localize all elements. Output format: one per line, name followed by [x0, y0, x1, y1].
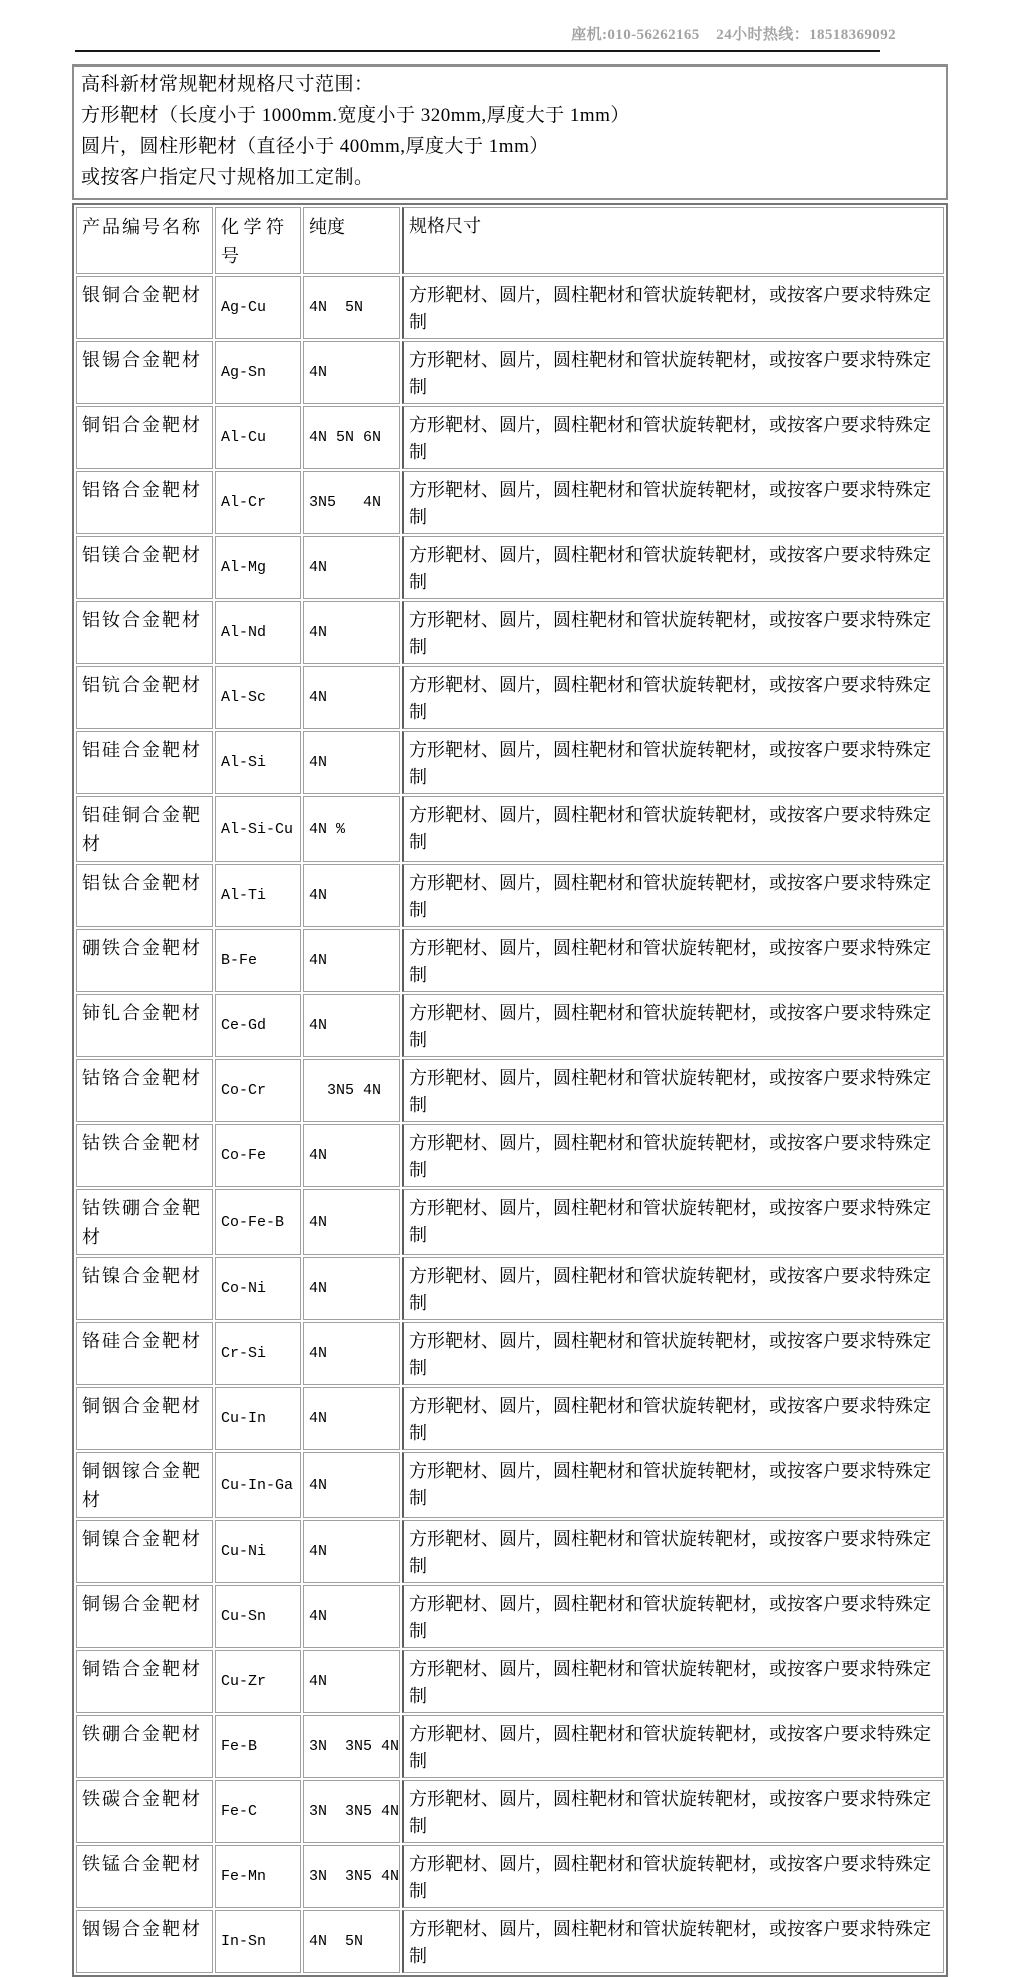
chemical-symbol-cell: B-Fe — [215, 929, 301, 992]
table-row — [76, 1910, 944, 1973]
product-name-cell: 铝镁合金靶材 — [76, 536, 213, 599]
product-name-cell: 铁锰合金靶材 — [76, 1845, 213, 1908]
product-name-cell: 钴铬合金靶材 — [76, 1059, 213, 1122]
spec-size-cell: 方形靶材、圆片，圆柱靶材和管状旋转靶材，或按客户要求特殊定制 — [402, 1059, 944, 1122]
spec-size-cell: 方形靶材、圆片，圆柱靶材和管状旋转靶材，或按客户要求特殊定制 — [402, 731, 944, 794]
purity-cell: 4N — [303, 929, 400, 992]
chemical-symbol-cell: Cu-Zr — [215, 1650, 301, 1713]
chemical-symbol-cell: In-Sn — [215, 1910, 301, 1973]
chemical-symbol-cell: Co-Fe-B — [215, 1189, 301, 1255]
spec-size-cell: 方形靶材、圆片，圆柱靶材和管状旋转靶材，或按客户要求特殊定制 — [402, 1520, 944, 1583]
purity-cell: 4N % — [303, 796, 400, 862]
product-name-cell: 钴镍合金靶材 — [76, 1257, 213, 1320]
purity-cell: 4N — [303, 1322, 400, 1385]
product-name-cell: 铜铟镓合金靶材 — [76, 1452, 213, 1518]
spec-size-cell: 方形靶材、圆片，圆柱靶材和管状旋转靶材，或按客户要求特殊定制 — [402, 1322, 944, 1385]
purity-cell: 4N — [303, 1257, 400, 1320]
chemical-symbol-cell: Al-Si-Cu — [215, 796, 301, 862]
purity-cell: 4N — [303, 666, 400, 729]
chemical-symbol-cell: Al-Nd — [215, 601, 301, 664]
spec-size-cell: 方形靶材、圆片，圆柱靶材和管状旋转靶材，或按客户要求特殊定制 — [402, 1650, 944, 1713]
chemical-symbol-cell: Fe-C — [215, 1780, 301, 1843]
spec-size-cell: 方形靶材、圆片，圆柱靶材和管状旋转靶材，或按客户要求特殊定制 — [402, 341, 944, 404]
table-header — [76, 207, 944, 274]
table-row — [76, 341, 944, 404]
product-name-cell: 铬硅合金靶材 — [76, 1322, 213, 1385]
chemical-symbol-cell: Ag-Cu — [215, 276, 301, 339]
page-content — [72, 64, 948, 1977]
table-row — [76, 929, 944, 992]
col-header-purity: 纯度 — [303, 207, 400, 274]
product-name-cell: 铝硅铜合金靶材 — [76, 796, 213, 862]
table-body — [76, 276, 944, 1973]
col-header-spec-size: 规格尺寸 — [402, 207, 944, 274]
purity-cell: 3N 3N5 4N — [303, 1845, 400, 1908]
product-name-cell: 钴铁硼合金靶材 — [76, 1189, 213, 1255]
spec-size-cell: 方形靶材、圆片，圆柱靶材和管状旋转靶材，或按客户要求特殊定制 — [402, 1780, 944, 1843]
purity-cell: 3N 3N5 4N — [303, 1780, 400, 1843]
purity-cell: 4N — [303, 1585, 400, 1648]
purity-cell: 4N 5N — [303, 1910, 400, 1973]
product-name-cell: 银锡合金靶材 — [76, 341, 213, 404]
intro-line-round-target: 圆片，圆柱形靶材（直径小于 400mm,厚度大于 1mm） — [81, 136, 549, 157]
spec-size-cell: 方形靶材、圆片，圆柱靶材和管状旋转靶材，或按客户要求特殊定制 — [402, 1124, 944, 1187]
product-name-cell: 铝钕合金靶材 — [76, 601, 213, 664]
spec-size-cell: 方形靶材、圆片，圆柱靶材和管状旋转靶材，或按客户要求特殊定制 — [402, 864, 944, 927]
purity-cell: 4N — [303, 1452, 400, 1518]
table-row — [76, 666, 944, 729]
chemical-symbol-cell: Cu-Ni — [215, 1520, 301, 1583]
table-row — [76, 1059, 944, 1122]
spec-size-cell: 方形靶材、圆片，圆柱靶材和管状旋转靶材，或按客户要求特殊定制 — [402, 1452, 944, 1518]
chemical-symbol-cell: Ce-Gd — [215, 994, 301, 1057]
spec-size-cell: 方形靶材、圆片，圆柱靶材和管状旋转靶材，或按客户要求特殊定制 — [402, 1910, 944, 1973]
product-name-cell: 铝钪合金靶材 — [76, 666, 213, 729]
spec-size-cell: 方形靶材、圆片，圆柱靶材和管状旋转靶材，或按客户要求特殊定制 — [402, 796, 944, 862]
spec-size-cell: 方形靶材、圆片，圆柱靶材和管状旋转靶材，或按客户要求特殊定制 — [402, 666, 944, 729]
spec-size-cell: 方形靶材、圆片，圆柱靶材和管状旋转靶材，或按客户要求特殊定制 — [402, 406, 944, 469]
table-row — [76, 1780, 944, 1843]
table-row — [76, 1189, 944, 1255]
col-header-product-name: 产品编号名称 — [76, 207, 213, 274]
spec-size-cell: 方形靶材、圆片，圆柱靶材和管状旋转靶材，或按客户要求特殊定制 — [402, 994, 944, 1057]
table-row — [76, 1387, 944, 1450]
spec-size-cell: 方形靶材、圆片，圆柱靶材和管状旋转靶材，或按客户要求特殊定制 — [402, 601, 944, 664]
product-name-cell: 银铜合金靶材 — [76, 276, 213, 339]
purity-cell: 4N — [303, 1650, 400, 1713]
table-row — [76, 536, 944, 599]
table-row — [76, 471, 944, 534]
header-row — [76, 207, 944, 274]
spec-size-cell: 方形靶材、圆片，圆柱靶材和管状旋转靶材，或按客户要求特殊定制 — [402, 1257, 944, 1320]
table-row — [76, 1452, 944, 1518]
table-row — [76, 796, 944, 862]
purity-cell: 4N — [303, 731, 400, 794]
purity-cell: 4N — [303, 341, 400, 404]
spec-size-cell: 方形靶材、圆片，圆柱靶材和管状旋转靶材，或按客户要求特殊定制 — [402, 536, 944, 599]
purity-cell: 4N — [303, 601, 400, 664]
table-row — [76, 1585, 944, 1648]
product-name-cell: 铝铬合金靶材 — [76, 471, 213, 534]
table-row — [76, 1650, 944, 1713]
spec-size-cell: 方形靶材、圆片，圆柱靶材和管状旋转靶材，或按客户要求特殊定制 — [402, 929, 944, 992]
product-name-cell: 铜锆合金靶材 — [76, 1650, 213, 1713]
target-spec-table — [72, 203, 948, 1977]
purity-cell: 3N5 4N — [303, 1059, 400, 1122]
table-row — [76, 1520, 944, 1583]
table-row — [76, 1845, 944, 1908]
chemical-symbol-cell: Al-Ti — [215, 864, 301, 927]
table-row — [76, 1257, 944, 1320]
product-name-cell: 铟锡合金靶材 — [76, 1910, 213, 1973]
chemical-symbol-cell: Al-Cu — [215, 406, 301, 469]
spec-size-cell: 方形靶材、圆片，圆柱靶材和管状旋转靶材，或按客户要求特殊定制 — [402, 471, 944, 534]
table-row — [76, 994, 944, 1057]
spec-size-cell: 方形靶材、圆片，圆柱靶材和管状旋转靶材，或按客户要求特殊定制 — [402, 1387, 944, 1450]
intro-box — [72, 64, 948, 200]
col-header-chemical-symbol: 化 学 符号 — [215, 207, 301, 274]
chemical-symbol-cell: Cr-Si — [215, 1322, 301, 1385]
table-row — [76, 276, 944, 339]
product-name-cell: 硼铁合金靶材 — [76, 929, 213, 992]
spec-size-cell: 方形靶材、圆片，圆柱靶材和管状旋转靶材，或按客户要求特殊定制 — [402, 1585, 944, 1648]
purity-cell: 4N — [303, 1189, 400, 1255]
table-row — [76, 1715, 944, 1778]
product-name-cell: 铜锡合金靶材 — [76, 1585, 213, 1648]
purity-cell: 4N — [303, 1387, 400, 1450]
table-row — [76, 406, 944, 469]
product-name-cell: 铝钛合金靶材 — [76, 864, 213, 927]
chemical-symbol-cell: Cu-Sn — [215, 1585, 301, 1648]
chemical-symbol-cell: Fe-B — [215, 1715, 301, 1778]
purity-cell: 4N 5N — [303, 276, 400, 339]
purity-cell: 4N — [303, 1124, 400, 1187]
table-row — [76, 601, 944, 664]
chemical-symbol-cell: Co-Ni — [215, 1257, 301, 1320]
table-row — [76, 1322, 944, 1385]
product-name-cell: 铁硼合金靶材 — [76, 1715, 213, 1778]
purity-cell: 4N — [303, 994, 400, 1057]
spec-size-cell: 方形靶材、圆片，圆柱靶材和管状旋转靶材，或按客户要求特殊定制 — [402, 276, 944, 339]
chemical-symbol-cell: Co-Cr — [215, 1059, 301, 1122]
purity-cell: 4N — [303, 1520, 400, 1583]
chemical-symbol-cell: Fe-Mn — [215, 1845, 301, 1908]
chemical-symbol-cell: Cu-In-Ga — [215, 1452, 301, 1518]
chemical-symbol-cell: Al-Mg — [215, 536, 301, 599]
product-name-cell: 铈钆合金靶材 — [76, 994, 213, 1057]
chemical-symbol-cell: Al-Cr — [215, 471, 301, 534]
chemical-symbol-cell: Cu-In — [215, 1387, 301, 1450]
table-row — [76, 864, 944, 927]
product-name-cell: 钴铁合金靶材 — [76, 1124, 213, 1187]
chemical-symbol-cell: Ag-Sn — [215, 341, 301, 404]
spec-size-cell: 方形靶材、圆片，圆柱靶材和管状旋转靶材，或按客户要求特殊定制 — [402, 1845, 944, 1908]
chemical-symbol-cell: Co-Fe — [215, 1124, 301, 1187]
product-name-cell: 铁碳合金靶材 — [76, 1780, 213, 1843]
spec-size-cell: 方形靶材、圆片，圆柱靶材和管状旋转靶材，或按客户要求特殊定制 — [402, 1715, 944, 1778]
product-name-cell: 铜铟合金靶材 — [76, 1387, 213, 1450]
chemical-symbol-cell: Al-Si — [215, 731, 301, 794]
product-name-cell: 铝硅合金靶材 — [76, 731, 213, 794]
purity-cell: 4N — [303, 864, 400, 927]
purity-cell: 4N 5N 6N — [303, 406, 400, 469]
intro-line-custom: 或按客户指定尺寸规格加工定制。 — [81, 167, 374, 188]
contact-info: 座机:010-56262165 24小时热线：18518369092 — [571, 27, 896, 43]
header-divider — [75, 50, 880, 52]
intro-line-square-target: 方形靶材（长度小于 1000mm.宽度小于 320mm,厚度大于 1mm） — [81, 105, 630, 126]
table-row — [76, 1124, 944, 1187]
table-row — [76, 731, 944, 794]
product-name-cell: 铜铝合金靶材 — [76, 406, 213, 469]
purity-cell: 4N — [303, 536, 400, 599]
spec-size-cell: 方形靶材、圆片，圆柱靶材和管状旋转靶材，或按客户要求特殊定制 — [402, 1189, 944, 1255]
purity-cell: 3N5 4N — [303, 471, 400, 534]
intro-line-title: 高科新材常规靶材规格尺寸范围： — [81, 74, 374, 95]
product-name-cell: 铜镍合金靶材 — [76, 1520, 213, 1583]
purity-cell: 3N 3N5 4N — [303, 1715, 400, 1778]
chemical-symbol-cell: Al-Sc — [215, 666, 301, 729]
